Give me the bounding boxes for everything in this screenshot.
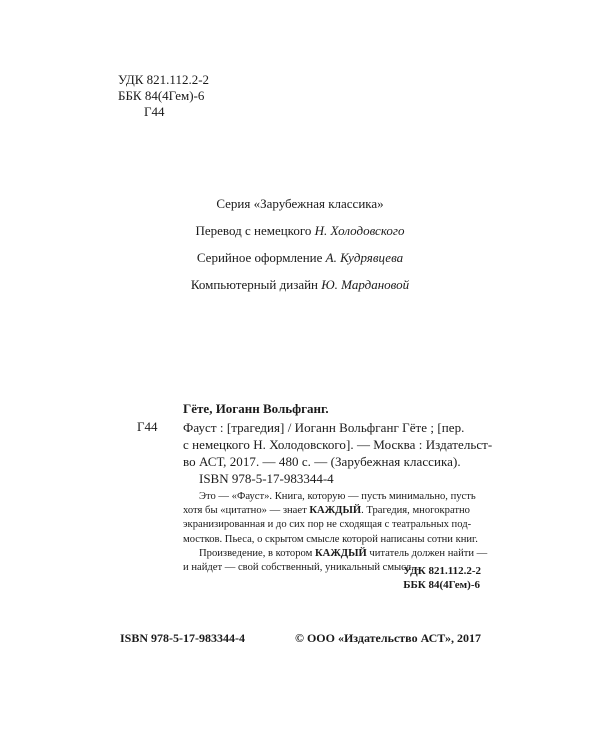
- series-line: Серия «Зарубежная классика»: [216, 196, 384, 211]
- classification-codes: [118, 72, 209, 120]
- bibliography-line: во АСТ, 2017. — 480 с. — (Зарубежная классика).: [183, 454, 461, 469]
- annotation-line: экранизированная и до сих пор не сходящая с театральных под-: [183, 519, 472, 531]
- annotation-line: Произведение, в котором КАЖДЫЙ читатель должен найти —: [199, 547, 488, 559]
- bibliography-line: с немецкого Н. Холодовского]. — Москва : Издательст-: [183, 437, 493, 452]
- bibliography-author: Гёте, Иоганн Вольфганг.: [183, 401, 329, 416]
- annotation: [183, 490, 488, 575]
- translation-line: [0, 217, 600, 244]
- footer-isbn: ISBN 978-5-17-983344-4: [120, 631, 245, 645]
- bottom-classification-codes: [403, 564, 481, 592]
- credits-block: [0, 190, 600, 298]
- translator-name: Н. Холодовского: [314, 223, 405, 238]
- computer-design-line: [0, 271, 600, 298]
- bibliography-description: [183, 419, 493, 470]
- emphasis-word: КАЖДЫЙ: [314, 547, 367, 559]
- annotation-line: мостков. Пьеса, о скрытом смысле которой написаны сотни книг.: [183, 533, 478, 545]
- author-sign: Г44: [144, 104, 165, 119]
- translation-prefix: Перевод с немецкого: [195, 223, 312, 238]
- footer-copyright: © ООО «Издательство АСТ», 2017: [294, 631, 481, 645]
- annotation-line: и найдет — свой собственный, уникальный смысл...: [183, 562, 420, 574]
- bibliography-line: Фауст : [трагедия] / Иоганн Вольфганг Гёте ; [пер.: [183, 420, 465, 435]
- bibliography-code: Г44: [137, 419, 158, 434]
- computer-design-prefix: Компьютерный дизайн: [190, 277, 319, 292]
- bbk-code: ББК 84(4Гем)-6: [118, 88, 205, 103]
- bottom-bbk-code: ББК 84(4Гем)-6: [403, 579, 480, 591]
- emphasis-word: КАЖДЫЙ: [309, 505, 362, 517]
- bottom-udk-code: УДК 821.112.2-2: [403, 565, 481, 577]
- annotation-line: Это — «Фауст». Книга, которую — пусть минимально, пусть: [199, 491, 476, 502]
- design-prefix: Серийное оформление: [196, 250, 323, 265]
- bibliography-isbn: ISBN 978-5-17-983344-4: [199, 471, 334, 486]
- design-line: [0, 244, 600, 271]
- computer-designer-name: Ю. Мардановой: [321, 277, 410, 292]
- udk-code: УДК 821.112.2-2: [118, 72, 210, 87]
- designer-name: А. Кудрявцева: [325, 250, 404, 265]
- annotation-line: хотя бы «цитатно» — знает КАЖДЫЙ. Трагедия, многократно: [183, 505, 470, 517]
